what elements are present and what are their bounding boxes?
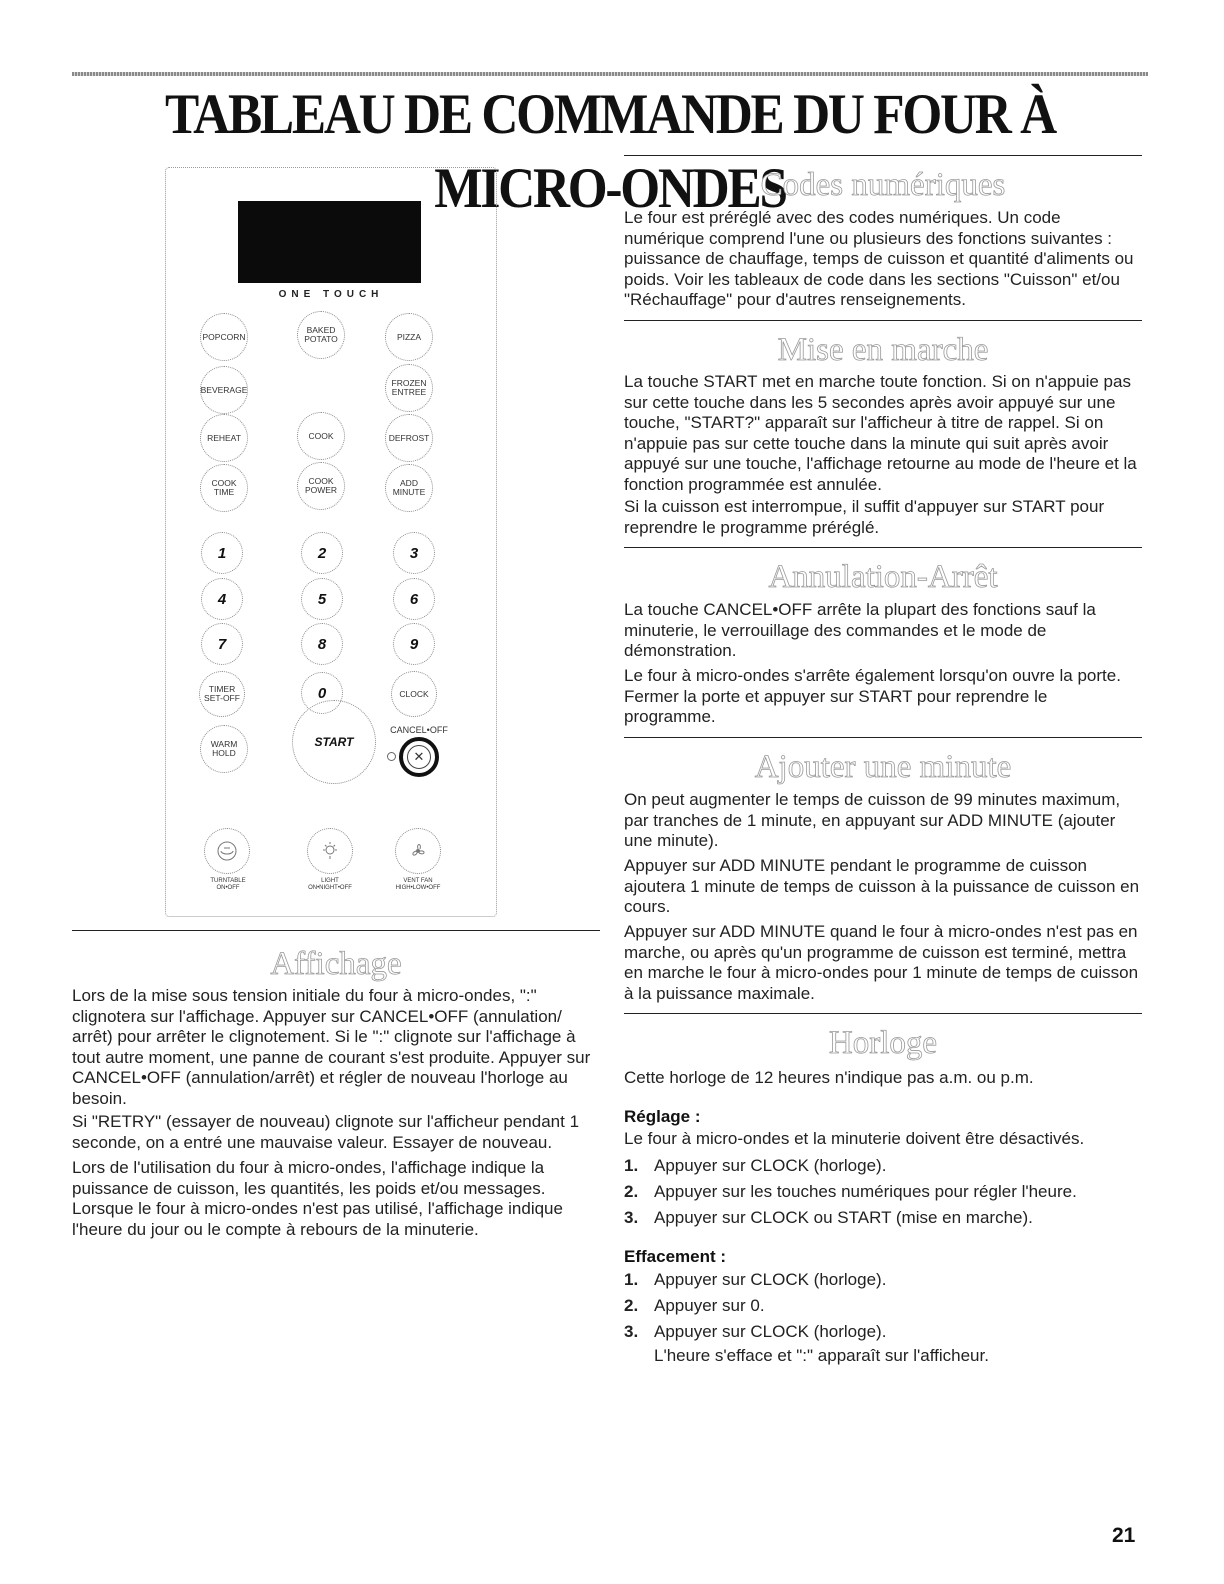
annulation-paragraph-1: La touche CANCEL•OFF arrête la plupart des fonctions sauf la minuterie, le verrouillage des commandes et le mode de démonstration.	[624, 600, 1096, 660]
ajouter-rule	[624, 737, 1142, 738]
cook-time-button[interactable]: COOK TIME	[200, 464, 248, 512]
annulation-heading: Annulation-Arrêt	[768, 559, 998, 595]
ajouter-paragraph-2: Appuyer sur ADD MINUTE pendant le programme de cuisson ajoutera 1 minute de temps de cuisson à la puissance de cuisson en cours.	[624, 856, 1140, 916]
oven-display	[238, 201, 421, 283]
popcorn-button[interactable]: POPCORN	[200, 313, 248, 361]
turntable-icon	[216, 840, 238, 862]
digit-0-button[interactable]: 0	[301, 672, 343, 714]
digit-1-button[interactable]: 1	[201, 532, 243, 574]
horloge-paragraph-1: Cette horloge de 12 heures n'indique pas a.m. ou p.m.	[624, 1068, 1034, 1087]
reglage-title: Réglage :	[624, 1107, 701, 1126]
cancel-off-button[interactable]	[399, 737, 439, 777]
mise-en-marche-paragraph-2: Si la cuisson est interrompue, il suffit d'appuyer sur START pour reprendre le programme préréglé.	[624, 497, 1105, 537]
light-label: LIGHT ON•NIGHT•OFF	[308, 878, 352, 891]
turntable-label: TURNTABLE ON•OFF	[210, 878, 246, 891]
cancel-x-icon: ✕	[407, 745, 431, 769]
list-item: 1. Appuyer sur CLOCK (horloge).	[624, 1156, 887, 1175]
page-title: TABLEAU DE COMMANDE DU FOUR À MICRO-ONDES	[165, 83, 1055, 220]
reheat-button[interactable]: REHEAT	[200, 414, 248, 462]
ajouter-paragraph-1: On peut augmenter le temps de cuisson de 99 minutes maximum, par tranches de 1 minute, en appuyant sur ADD MINUTE (ajouter une minute).	[624, 790, 1121, 850]
list-item: 3. Appuyer sur CLOCK (horloge). L'heure s'efface et ":" apparaît sur l'afficheur.	[624, 1322, 1142, 1366]
digit-5-button[interactable]: 5	[301, 578, 343, 620]
cook-power-button[interactable]: COOK POWER	[297, 462, 345, 510]
cancel-indicator-icon	[387, 752, 396, 761]
list-item: 2. Appuyer sur 0.	[624, 1296, 765, 1315]
list-item: 2. Appuyer sur les touches numériques pour régler l'heure.	[624, 1182, 1077, 1201]
digit-6-button[interactable]: 6	[393, 578, 435, 620]
top-rule	[72, 72, 1148, 76]
ajouter-heading: Ajouter une minute	[754, 749, 1012, 785]
affichage-rule	[72, 930, 600, 931]
start-button[interactable]: START	[292, 700, 376, 784]
effacement-title: Effacement :	[624, 1247, 727, 1266]
digit-4-button[interactable]: 4	[201, 578, 243, 620]
reglage-intro: Le four à micro-ondes et la minuterie doivent être désactivés.	[624, 1129, 1085, 1148]
effacement-note: L'heure s'efface et ":" apparaît sur l'afficheur.	[654, 1346, 989, 1365]
mise-en-marche-rule	[624, 320, 1142, 321]
baked-potato-button[interactable]: BAKED POTATO	[297, 311, 345, 359]
mise-en-marche-heading: Mise en marche	[777, 332, 989, 368]
codes-heading: Codes numériques	[760, 167, 1006, 203]
vent-fan-button[interactable]	[395, 828, 441, 874]
list-item: 3. Appuyer sur CLOCK ou START (mise en marche).	[624, 1208, 1033, 1227]
codes-paragraph-1: Le four est préréglé avec des codes numériques. Un code numérique comprend l'une ou plusieurs des fonctions suivantes : puissance de chauffage, temps de cuisson et quantité d'aliments ou poids. Voir les tableaux de code dans les sections "Cuisson" et/ou "Réchauffage" pour d'autres renseignements.	[624, 208, 1134, 309]
pizza-button[interactable]: PIZZA	[385, 313, 433, 361]
digit-2-button[interactable]: 2	[301, 532, 343, 574]
light-button[interactable]	[307, 828, 353, 874]
horloge-rule	[624, 1013, 1142, 1014]
light-bulb-icon	[319, 840, 341, 862]
beverage-button[interactable]: BEVERAGE	[200, 366, 248, 414]
control-panel-illustration	[165, 167, 497, 917]
page-number: 21	[1112, 1524, 1136, 1547]
one-touch-label: ONE TOUCH	[278, 289, 384, 300]
digit-9-button[interactable]: 9	[393, 623, 435, 665]
clock-button[interactable]: CLOCK	[391, 671, 437, 717]
affichage-paragraph-2: Si "RETRY" (essayer de nouveau) clignote sur l'afficheur pendant 1 seconde, on a entré une mauvaise valeur. Essayer de nouveau.	[72, 1112, 580, 1152]
warm-hold-button[interactable]: WARM HOLD	[200, 725, 248, 773]
reglage-steps	[624, 1156, 1142, 1234]
digit-7-button[interactable]: 7	[201, 623, 243, 665]
digit-3-button[interactable]: 3	[393, 532, 435, 574]
codes-rule	[624, 155, 1142, 156]
affichage-paragraph-3: Lors de l'utilisation du four à micro-ondes, l'affichage indique la puissance de cuisson, les quantités, les poids et/ou messages. Lorsque le four à micro-ondes n'est pas utilisé, l'affichage indique l'heure du jour ou le compte à rebours de la minuterie.	[72, 1158, 563, 1239]
add-minute-button[interactable]: ADD MINUTE	[385, 464, 433, 512]
ajouter-paragraph-3: Appuyer sur ADD MINUTE quand le four à micro-ondes n'est pas en marche, ou après qu'un programme de cuisson est terminé, mettra en marche le four à micro-ondes pour 1 minute de temps de cuisson à la puissance maximale.	[624, 922, 1139, 1003]
cancel-off-label: CANCEL•OFF	[390, 725, 448, 735]
horloge-heading: Horloge	[828, 1025, 938, 1061]
digit-8-button[interactable]: 8	[301, 623, 343, 665]
annulation-rule	[624, 547, 1142, 548]
turntable-button[interactable]	[204, 828, 250, 874]
vent-fan-label: VENT FAN HIGH•LOW•OFF	[395, 878, 441, 891]
effacement-steps	[624, 1270, 1142, 1372]
mise-en-marche-paragraph-1: La touche START met en marche toute fonction. Si on n'appuie pas sur cette touche dans les 5 secondes après avoir appuyé sur une touche, "START?" apparaît sur l'afficheur à titre de rappel. Si on n'appuie pas sur cette touche dans la minute qui suit après avoir appuyé sur une touche, l'affichage retourne au mode de l'heure et la fonction programmée est annulée.	[624, 372, 1137, 494]
cook-button[interactable]: COOK	[297, 412, 345, 460]
affichage-heading: Affichage	[270, 946, 402, 982]
fan-icon	[407, 840, 429, 862]
defrost-button[interactable]: DEFROST	[385, 414, 433, 462]
timer-set-off-button[interactable]: TIMER SET-OFF	[199, 671, 245, 717]
affichage-paragraph-1: Lors de la mise sous tension initiale du four à micro-ondes, ":" clignotera sur l'affichage. Appuyer sur CANCEL•OFF (annulation/ arrêt) pour arrêter le clignotement. Si le ":" clignote sur l'affichage à tout autre moment, une panne de courant s'est produite. Appuyer sur CANCEL•OFF (annulation/arrêt) et régler de nouveau l'horloge au besoin.	[72, 986, 591, 1108]
annulation-paragraph-2: Le four à micro-ondes s'arrête également lorsqu'on ouvre la porte. Fermer la porte et appuyer sur START pour reprendre le programme.	[624, 666, 1121, 726]
list-item: 1. Appuyer sur CLOCK (horloge).	[624, 1270, 887, 1289]
frozen-entree-button[interactable]: FROZEN ENTREE	[385, 364, 433, 412]
